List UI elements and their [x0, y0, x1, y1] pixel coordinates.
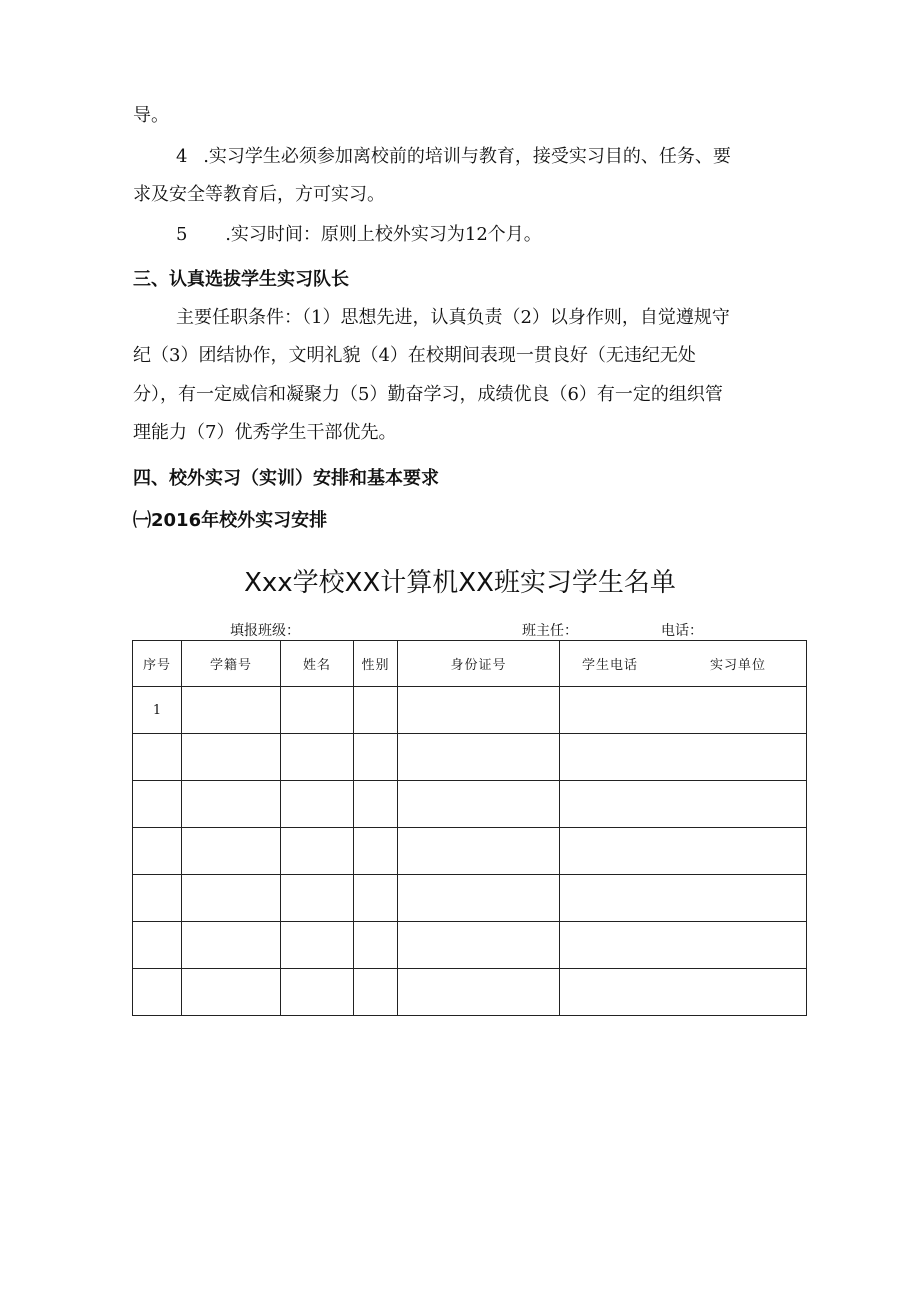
- table-row: [133, 922, 807, 969]
- cell-gender: [354, 969, 398, 1016]
- table-header-row: [133, 641, 807, 687]
- form-title: Xxx学校XX计算机XX班实习学生名单: [244, 568, 676, 598]
- cell-phone-unit: [560, 687, 807, 734]
- cell-seq: [133, 781, 182, 828]
- table-row: [133, 969, 807, 1016]
- list-item-4: [176, 145, 731, 169]
- table-row: [133, 734, 807, 781]
- cell-seq: [133, 875, 182, 922]
- list-item-4-number: 4: [176, 146, 188, 167]
- cell-student-id: [182, 828, 281, 875]
- cell-student-id: [182, 875, 281, 922]
- table-row: [133, 781, 807, 828]
- cell-phone-unit: [560, 875, 807, 922]
- cell-student-id: [182, 734, 281, 781]
- cell-gender: [354, 828, 398, 875]
- list-item-4-continued: [133, 183, 385, 207]
- cell-name: [281, 734, 354, 781]
- cell-gender: [354, 922, 398, 969]
- section-3-line-2: 纪（3）团结协作，文明礼貌（4）在校期间表现一贯良好（无违纪无处: [133, 345, 696, 366]
- section-3-line-3: 分），有一定威信和凝聚力（5）勤奋学习，成绩优良（6）有一定的组织管: [133, 384, 723, 405]
- header-seq: 序号: [133, 641, 182, 687]
- cell-seq: [133, 922, 182, 969]
- cell-gender: [354, 734, 398, 781]
- cell-phone-unit: [560, 969, 807, 1016]
- header-id-card: 身份证号: [398, 641, 560, 687]
- list-item-4-text: .实习学生必须参加离校前的培训与教育，接受实习目的、任务、要: [203, 146, 731, 167]
- section-3-line-1: 主要任职条件：（1）思想先进，认真负责（2）以身作则，自觉遵规守: [176, 307, 730, 328]
- section-3-line-4: 理能力（7）优秀学生干部优先。: [133, 422, 397, 443]
- class-label: 填报班级：: [230, 623, 300, 639]
- list-item-5-text: .实习时间：原则上校外实习为12个月。: [225, 224, 542, 245]
- cell-name: [281, 922, 354, 969]
- cell-gender: [354, 875, 398, 922]
- cell-name: [281, 875, 354, 922]
- cell-name: [281, 781, 354, 828]
- header-student-id: 学籍号: [182, 641, 281, 687]
- subsection-heading: ㈠2016年校外实习安排: [133, 510, 328, 531]
- cell-id-card: [398, 734, 560, 781]
- cell-id-card: [398, 687, 560, 734]
- list-item-4-text-continued: 求及安全等教育后，方可实习。: [133, 184, 385, 205]
- cell-phone-unit: [560, 734, 807, 781]
- cell-name: [281, 828, 354, 875]
- cell-student-id: [182, 922, 281, 969]
- table-row: [133, 687, 807, 734]
- cell-id-card: [398, 969, 560, 1016]
- phone-label: 电话：: [661, 623, 703, 639]
- paragraph-continuation: [133, 104, 169, 128]
- cell-gender: [354, 781, 398, 828]
- teacher-label: 班主任：: [522, 623, 578, 639]
- continuation-text: 导。: [133, 105, 169, 126]
- header-gender: 性别: [354, 641, 398, 687]
- header-student-phone: 学生电话: [582, 658, 639, 673]
- cell-seq: [133, 828, 182, 875]
- cell-name: [281, 687, 354, 734]
- student-roster-table: [132, 640, 807, 1016]
- cell-phone-unit: [560, 781, 807, 828]
- section-4-heading: 四、校外实习（实训）安排和基本要求: [133, 468, 439, 489]
- cell-seq: [133, 734, 182, 781]
- header-intern-unit: 实习单位: [709, 658, 766, 673]
- cell-gender: [354, 687, 398, 734]
- table-row: [133, 875, 807, 922]
- header-name: 姓名: [281, 641, 354, 687]
- cell-id-card: [398, 922, 560, 969]
- table-row: [133, 828, 807, 875]
- cell-id-card: [398, 828, 560, 875]
- cell-seq: [133, 969, 182, 1016]
- section-3-heading: 三、认真选拔学生实习队长: [133, 269, 349, 290]
- cell-seq: 1: [133, 687, 182, 734]
- cell-id-card: [398, 781, 560, 828]
- header-phone-unit: [560, 641, 807, 687]
- list-item-5: [176, 223, 542, 247]
- cell-student-id: [182, 781, 281, 828]
- cell-phone-unit: [560, 828, 807, 875]
- list-item-5-number: 5: [176, 224, 188, 245]
- cell-id-card: [398, 875, 560, 922]
- cell-student-id: [182, 969, 281, 1016]
- cell-name: [281, 969, 354, 1016]
- cell-phone-unit: [560, 922, 807, 969]
- cell-student-id: [182, 687, 281, 734]
